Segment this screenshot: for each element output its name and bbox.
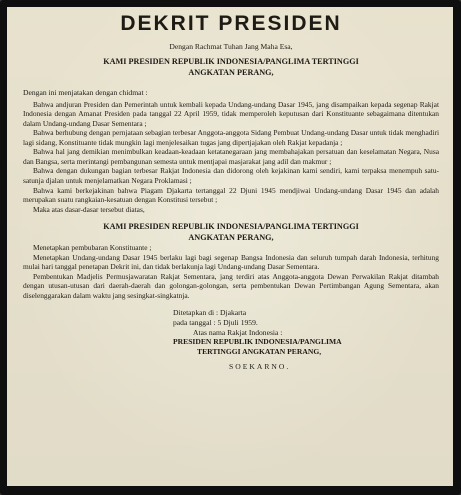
signature-block	[173, 308, 439, 372]
signatory-office-line: PRESIDEN REPUBLIK INDONESIA/PANGLIMA	[173, 337, 342, 347]
issuer-heading	[23, 57, 439, 78]
signatory-office-line: TERTINGGI ANGKATAN PERANG,	[197, 346, 322, 356]
document-title: DEKRIT PRESIDEN	[120, 12, 342, 35]
issuer-heading-line: ANGKATAN PERANG,	[188, 232, 274, 242]
invocation-line: Dengan Rachmat Tuhan Jang Maha Esa,	[169, 42, 293, 51]
decisions-list	[23, 253, 439, 301]
consideration-paragraph: Bahwa kami berkejakinan bahwa Piagam Djakarta tertanggal 22 Djuni 1945 mendjiwai Undang-undang Dasar 1945 dan adalah merupakan suatu rangkaian-kesatuan dengan Konstitusi tersebut ;	[23, 185, 439, 205]
signature-on-behalf: Atas nama Rakjat Indonesia :	[193, 327, 283, 337]
consideration-paragraph: Maka atas dasar-dasar tersebut diatas,	[33, 204, 145, 214]
considerations-list	[23, 100, 439, 215]
issuer-heading-line: KAMI PRESIDEN REPUBLIK INDONESIA/PANGLIMA TERTINGGI	[103, 222, 359, 232]
consideration-paragraph: Bahwa hal jang demikian menimbulkan keadaan-keadaan ketatanegaraan jang membahajakan persatuan dan keselamatan Negara, Nusa dan Bangsa, serta merintangi pembangunan semesta untuk mentjapai masjarakat jang adil dan makmur ;	[23, 147, 439, 166]
consideration-paragraph: Bahwa dengan dukungan bagian terbesar Rakjat Indonesia dan didorong oleh kejakinan kami sendiri, kami terpaksa menempuh satu-satunja djalan untuk menjelamatkan Negara Proklamasi ;	[23, 166, 439, 185]
signature-place: Ditetapkan di : Djakarta	[173, 308, 247, 318]
consideration-paragraph: Bahwa andjuran Presiden dan Pemerintah untuk kembali kepada Undang-undang Dasar 1945, jang disampaikan kepada segenap Rakjat Indonesia dengan Amanat Presiden pada tanggal 22 April 1959, tidak memperoleh keputusan dari Konstituante sebagaimana ditentukan dalam Undang-undang Dasar Sementara ;	[23, 99, 439, 128]
signature-date: pada tanggal : 5 Djuli 1959.	[173, 318, 258, 328]
dissolution-statement: Menetapkan pembubaran Konstituante ;	[33, 243, 152, 253]
intro-line: Dengan ini menjatakan dengan chidmat :	[23, 88, 148, 97]
signatory-name: SOEKARNO.	[229, 362, 291, 372]
issuer-heading-2	[23, 222, 439, 243]
consideration-paragraph: Bahwa berhubung dengan pernjataan sebagian terbesar Anggota-anggota Sidang Pembuat Undang-undang Dasar untuk tidak menghadiri lagi sidang, Konstituante tidak mungkin lagi menjelesaikan tugas jang dipertjajakan oleh Rakjat kepadanja ;	[23, 128, 439, 147]
issuer-heading-line: ANGKATAN PERANG,	[188, 67, 274, 77]
decision-paragraph: Menetapkan Undang-undang Dasar 1945 berlaku lagi bagi segenap Bangsa Indonesia dan seluruh tumpah darah Indonesia, terhitung mulai hari tanggal penetapan Dekrit ini, dan tidak berlakunja lagi Undang-undang Dasar Sementara.	[23, 252, 439, 272]
document-paper	[7, 7, 453, 486]
issuer-heading-line: KAMI PRESIDEN REPUBLIK INDONESIA/PANGLIMA TERTINGGI	[103, 57, 359, 66]
decision-paragraph: Pembentukan Madjelis Permusjawaratan Rakjat Sementara, jang terdiri atas Anggota-anggota Dewan Perwakilan Rakjat ditambah dengan utusan-utusan dari daerah-daerah dan golongan-golongan, serta pembentukan Dewan Pertimbangan Agung Sementara, akan diselenggarakan dalam waktu jang sesingkat-singkatnja.	[23, 271, 439, 300]
